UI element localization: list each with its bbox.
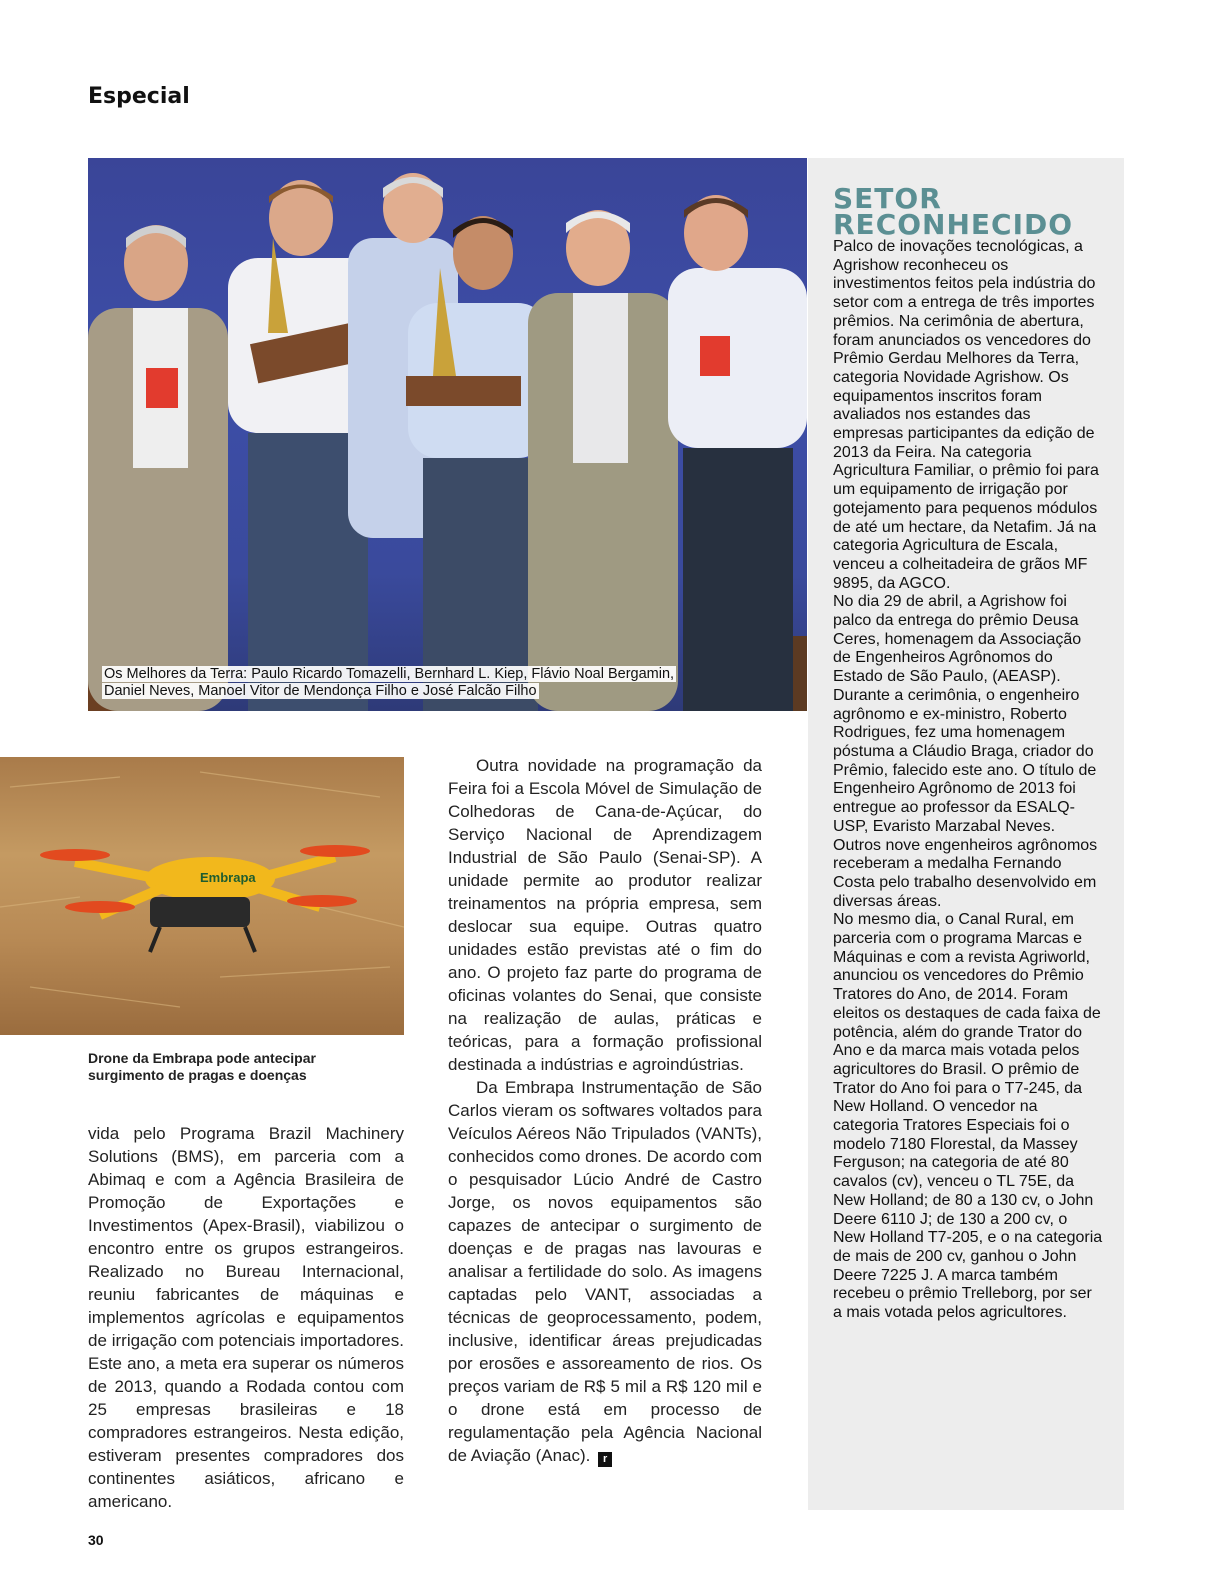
sidebar-paragraph: Palco de inovações tecnológicas, a Agrishow reconheceu os investimentos feitos pela indústria do setor com a entrega de três importes prêmios. Na cerimônia de abertura, foram anunciados os vencedores do Prêmio Gerdau Melhores da Terra, categoria Novidade Agrishow. Os equipamentos inscritos foram avaliados nos estandes das empresas participantes da edição de 2013 da Feira. Na categoria Agricultura Familiar, o prêmio foi para um equipamento de irrigação por gotejamento para pequenos módulos de até um hectare, da Netafim. Já na categoria Agricultura de Escala, venceu a colheitadeira de grãos MF 9895, da AGCO. — [833, 238, 1099, 592]
sidebar-box — [808, 158, 1124, 1510]
award-photo-caption: Os Melhores da Terra: Paulo Ricardo Tomazelli, Bernhard L. Kiep, Flávio Noal Bergamin, Daniel Neves, Manoel Vitor de Mendonça Filho e José Falcão Filho — [104, 666, 675, 699]
sidebar-title: SETOR RECONHECIDO — [833, 182, 1074, 241]
article-middle-column — [448, 754, 762, 1467]
sidebar-paragraph: No mesmo dia, o Canal Rural, em parceria com o programa Marcas e Máquinas e com a revista Agriworld, anunciou os vencedores do Prêmio Tratores do Ano, de 2014. Foram eleitos os destaques de cada faixa de potência, além do grande Trator do Ano e da marca mais votada pelos agricultores do Brasil. O prêmio de Trator do Ano foi para o T7-245, da New Holland. O vencedor na categoria Tratores Especiais foi o modelo 7180 Florestal, da Massey Ferguson; na categoria de até 80 cavalos (cv), venceu o TL 75E, da New Holland; de 80 a 130 cv, o John Deere 6110 J; de 130 a 200 cv, o New Holland T7-205, e o na categoria de mais de 200 cv, ganhou o John Deere 7225 J. A marca também recebeu o prêmio Trelleborg, por ser a mais votada pelos agricultores. — [833, 911, 1103, 1322]
middle-paragraph: Da Embrapa Instrumentação de São Carlos vieram os softwares voltados para Veículos Aéreos Não Tripulados (VANTs), conhecidos como drones. De acordo com o pesquisador Lúcio André de Castro Jorge, os novos equipamentos são capazes de antecipar o surgimento de doenças e de pragas nas lavouras e analisar a fertilidade do solo. As imagens captadas pelo VANT, associadas a técnicas de geoprocessamento, podem, inclusive, identificar áreas prejudicadas por erosões e assoreamento de rios. Os preços variam de R$ 5 mil a R$ 120 mil e o drone está em processo de regulamentação pela Agência Nacional de Aviação (Anac). — [448, 1078, 762, 1465]
drone-photo-caption: Drone da Embrapa pode antecipar surgimento de pragas e doenças — [88, 1050, 316, 1083]
award-photo-illustration — [88, 158, 807, 711]
award-photo — [88, 158, 807, 711]
middle-paragraph: Outra novidade na programação da Feira foi a Escola Móvel de Simulação de Colhedoras de Cana-de-Açúcar, do Serviço Nacional de Aprendizagem Industrial de São Paulo (Senai-SP). A unidade permite ao produtor realizar treinamentos na própria empresa, sem deslocar sua equipe. Outras quatro unidades estão previstas até o fim do ano. O projeto faz parte do programa de oficinas volantes do Senai, que consiste na realização de aulas, práticas e teóricas, para a formação profissional destinada a indústrias e agroindústrias. — [448, 756, 762, 1074]
section-label: Especial — [88, 84, 190, 109]
embrapa-logo: Embrapa — [200, 870, 256, 885]
page-number: 30 — [88, 1532, 104, 1548]
sidebar-body — [833, 238, 1103, 1323]
article-left-column — [88, 1122, 404, 1513]
drone-photo — [0, 757, 404, 1035]
drone-illustration — [0, 757, 404, 1035]
sidebar-paragraph: No dia 29 de abril, a Agrishow foi palco da entrega do prêmio Deusa Ceres, homenagem da Associação de Engenheiros Agrônomos do Estado de São Paulo, (AEASP). Durante a cerimônia, o engenheiro agrônomo e ex-ministro, Roberto Rodrigues, fez uma homenagem póstuma a Cláudio Braga, criador do Prêmio, falecido este ano. O título de Engenheiro Agrônomo de 2013 foi entregue ao professor da ESALQ-USP, Evaristo Marzabal Neves. Outros nove engenheiros agrônomos receberam a medalha Fernando Costa pelo trabalho desenvolvido em diversas áreas. — [833, 593, 1098, 910]
article-end-icon: r — [598, 1452, 612, 1467]
left-paragraph: vida pelo Programa Brazil Machinery Solutions (BMS), em parceria com a Abimaq e com a Agência Brasileira de Promoção de Exportações e Investimentos (Apex-Brasil), viabilizou o encontro entre os grupos estrangeiros. Realizado no Bureau Internacional, reuniu fabricantes de máquinas e implementos agrícolas e equipamentos de irrigação com potenciais importadores. Este ano, a meta era superar os números de 2013, quando a Rodada contou com 25 empresas brasileiras e 18 compradores estrangeiros. Nesta edição, estiveram presentes compradores dos continentes asiáticos, africano e americano. — [88, 1124, 404, 1511]
